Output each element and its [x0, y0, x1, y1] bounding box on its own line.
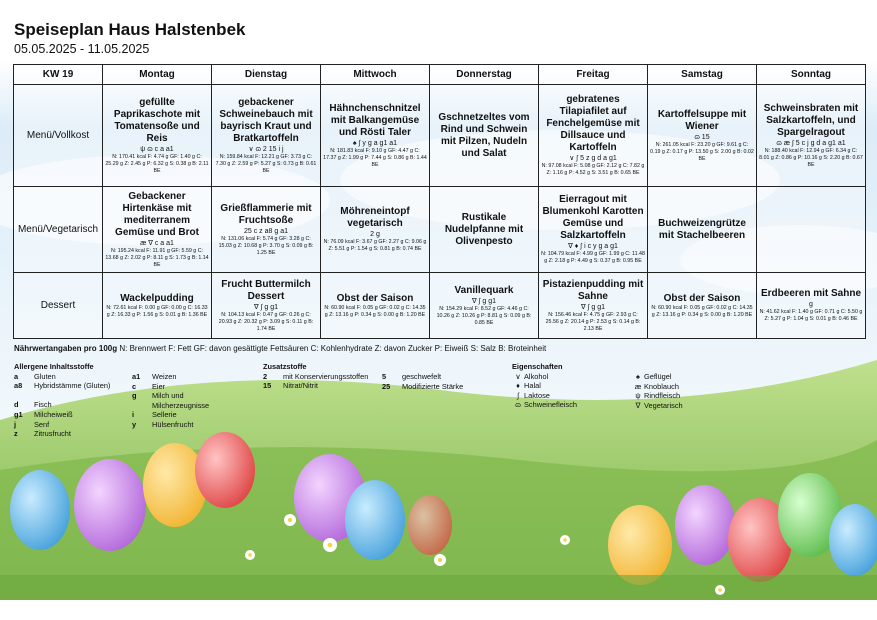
legend-code: d	[14, 400, 19, 410]
dish-name: Frucht Buttermilch Dessert	[221, 278, 311, 302]
day-header: Freitag	[539, 65, 648, 85]
legend-text: Hybridstämme (Gluten)	[34, 381, 111, 391]
dish-codes: ∇ ∫ g g1	[253, 303, 279, 311]
legend-text: Senf	[34, 419, 50, 429]
page-title: Speiseplan Haus Halstenbek	[14, 20, 246, 39]
dish-nutrition: N: 156.46 kcal F: 4.75 g GF: 2.93 g C: 25.56 g Z: 20.14 g P: 2.53 g S: 0.14 g B: 2.13 BE	[545, 311, 641, 332]
menu-cell	[757, 273, 866, 339]
legend-text: Knoblauch	[644, 381, 679, 391]
property-symbol: ɷ	[515, 400, 521, 410]
nutrition-legend-text: N: Brennwert F: Fett GF: davon gesättigte Fettsäuren C: Kohlenhydrate Z: davon Zucker P: Eiweiß S: Salz B: Broteinheit	[119, 344, 547, 353]
legend-text: geschwefelt	[402, 372, 442, 381]
legend-code: a	[14, 371, 19, 381]
legend-code: 25	[382, 381, 391, 391]
legend-text: Milcheiweiß	[34, 409, 73, 419]
legend-text: Nitrat/Nitrit	[283, 381, 318, 391]
table-header-row	[14, 65, 866, 85]
dish-name: Buchweizengrütze mit Stachelbeeren	[658, 217, 746, 241]
dish-name: Wackelpudding	[120, 292, 194, 304]
legend-item	[632, 391, 683, 401]
legend-text: Halal	[524, 381, 541, 391]
legend-text: Weizen	[152, 372, 177, 381]
legend-text: Schweinefleisch	[524, 400, 577, 410]
menu-cell	[539, 187, 648, 273]
allergens-heading: Allergene Inhaltsstoffe	[14, 362, 94, 371]
table-row	[14, 85, 866, 187]
property-symbol: æ	[634, 381, 642, 391]
menu-cell	[539, 85, 648, 187]
menu-cell	[103, 187, 212, 273]
dish-nutrition: N: 131.06 kcal F: 5.74 g GF: 3.28 g C: 15.03 g Z: 10.68 g P: 3.70 g S: 0.09 g B: 1.25 BE	[218, 235, 314, 256]
legend-text: Hülsenfrucht	[152, 419, 194, 429]
row-label: Menü/Vollkost	[14, 85, 103, 187]
legend-code: 15	[263, 381, 272, 391]
dish-nutrition: N: 104.13 kcal F: 0.47 g GF: 0.26 g C: 20.93 g Z: 20.32 g P: 3.09 g S: 0.11 g B: 1.74 BE	[218, 311, 314, 332]
legend-code: j	[14, 419, 17, 429]
dish-name: Rustikale Nudelpfanne mit Olivenpesto	[444, 211, 524, 247]
additives-col-1	[263, 362, 368, 391]
menu-cell	[212, 85, 321, 187]
legend-text: Milcherzeugnisse	[152, 400, 210, 410]
legend-item	[512, 381, 577, 391]
menu-cell	[430, 273, 539, 339]
menu-cell	[103, 273, 212, 339]
legend-item	[14, 429, 110, 439]
menu-cell	[321, 85, 430, 187]
allergens-col-2	[132, 372, 209, 430]
menu-cell	[539, 273, 648, 339]
dish-nutrition: N: 60.90 kcal F: 0.05 g GF: 0.02 g C: 14.35 g Z: 13.16 g P: 0.34 g S: 0.00 g B: 1.20 BE	[651, 304, 753, 318]
dish-name: Obst der Saison	[336, 292, 414, 304]
dish-nutrition: N: 261.05 kcal F: 23.20 g GF: 9.61 g C: 0.19 g Z: 0.17 g P: 13.50 g S: 2.00 g B: 0.02 BE	[650, 141, 754, 162]
legend-item	[14, 391, 110, 401]
legend-item	[382, 372, 463, 382]
legend-item	[632, 382, 683, 392]
dish-nutrition: N: 60.90 kcal F: 0.05 g GF: 0.02 g C: 14.35 g Z: 13.16 g P: 0.34 g S: 0.00 g B: 1.20 BE	[324, 304, 426, 318]
legend-item	[132, 391, 209, 401]
additives-col-2	[382, 372, 463, 391]
dish-nutrition: N: 76.09 kcal F: 3.67 g GF: 2.27 g C: 9.06 g Z: 5.51 g P: 1.54 g S: 0.81 g B: 0.74 BE	[323, 239, 427, 252]
properties-heading: Eigenschaften	[512, 362, 563, 371]
legend-code: y	[132, 419, 137, 429]
property-symbol: ψ	[635, 391, 641, 401]
legend-item	[132, 410, 209, 420]
dish-name: Gebackener Hirtenkäse mit mediterranem Gemüse und Brot	[115, 190, 199, 238]
legend-code: z	[14, 429, 18, 439]
property-symbol: ∫	[516, 390, 520, 400]
dish-codes: ♠ ∫ y g a g1 a1	[352, 139, 398, 147]
menu-cell	[430, 85, 539, 187]
legend-item	[14, 420, 110, 430]
additives-heading: Zusatzstoffe	[263, 362, 307, 371]
legend-item	[132, 372, 209, 382]
dish-name: Erdbeeren mit Sahne	[760, 288, 862, 299]
legend-text: Zitrusfrucht	[34, 429, 71, 439]
menu-cell	[430, 187, 539, 273]
legend-item	[512, 391, 577, 401]
legend-text: Laktose	[524, 390, 550, 400]
dish-name: gebackener Schweinebauch mit bayrisch Kraut und Bratkartoffeln	[219, 96, 313, 144]
dish-name: Grießflammerie mit Fruchtsoße	[220, 202, 312, 226]
dish-nutrition: N: 97.08 kcal F: 5.08 g GF: 2.12 g C: 7.82 g Z: 1.16 g P: 4.52 g S: 3.51 g B: 0.65 BE	[541, 163, 645, 176]
legend-item	[14, 410, 110, 420]
menu-cell	[648, 273, 757, 339]
menu-cell	[757, 187, 866, 273]
dish-name: Gschnetzeltes vom Rind und Schwein mit Pilzen, Nudeln und Salat	[438, 111, 530, 159]
legend-text: Alkohol	[524, 371, 549, 381]
dish-nutrition: N: 195.24 kcal F: 11.91 g GF: 5.59 g C: 13.68 g Z: 2.02 g P: 8.11 g S: 1.73 g B: 1.14 BE	[105, 247, 209, 268]
legend-text: Fisch	[34, 400, 52, 410]
legend-text: Gluten	[34, 371, 56, 381]
legend-code: g1	[14, 409, 23, 419]
table-row	[14, 187, 866, 273]
property-symbol: ♦	[516, 381, 520, 391]
day-header: Samstag	[648, 65, 757, 85]
menu-cell	[648, 85, 757, 187]
day-header: Montag	[103, 65, 212, 85]
dish-name: Obst der Saison	[663, 292, 741, 304]
menu-cell	[212, 273, 321, 339]
legend-text: Vegetarisch	[644, 400, 683, 410]
legend-item	[632, 372, 683, 382]
dish-nutrition: N: 41.62 kcal F: 1.40 g GF: 0.71 g C: 5.50 g Z: 5.27 g P: 1.04 g S: 0.01 g B: 0.46 BE	[759, 309, 863, 322]
legend-code: i	[132, 410, 135, 420]
dish-codes: ɷ 15	[694, 133, 710, 141]
dish-name: Möhreneintopf vegetarisch	[340, 206, 410, 229]
day-header: Sonntag	[757, 65, 866, 85]
dish-nutrition: N: 154.29 kcal F: 8.52 g GF: 4.46 g C: 10.26 g Z: 10.26 g P: 8.81 g S: 0.09 g B: 0.85 BE	[436, 305, 532, 326]
dish-codes: ∇ ♦ ∫ i c y g a g1	[568, 243, 618, 250]
menu-cell	[321, 187, 430, 273]
dish-nutrition: N: 181.83 kcal F: 9.10 g GF: 4.47 g C: 17.37 g Z: 1.99 g P: 7.44 g S: 0.86 g B: 1.44 BE	[323, 147, 427, 168]
legend-text: mit Konservierungsstoffen	[283, 371, 369, 381]
dish-nutrition: N: 104.79 kcal F: 4.99 g GF: 1.99 g C: 11.48 g Z: 2.18 g P: 4.49 g S: 0.37 g B: 0.95 BE	[541, 251, 645, 264]
legend-item	[382, 382, 463, 392]
dish-name: Schweinsbraten mit Salzkartoffeln, und Spargelragout	[763, 102, 859, 138]
dish-nutrition: N: 72.61 kcal F: 0.00 g GF: 0.00 g C: 16.33 g Z: 16.33 g P: 1.56 g S: 0.01 g B: 1.36 BE	[106, 304, 208, 318]
dish-nutrition: N: 170.41 kcal F: 4.74 g GF: 1.40 g C: 25.29 g Z: 2.45 g P: 6.32 g S: 0.38 g B: 2.11 BE	[105, 153, 209, 174]
dish-codes: ∨ ɷ 2 15 i j	[248, 145, 284, 153]
menu-cell	[321, 273, 430, 339]
day-header: Dienstag	[212, 65, 321, 85]
legend-text: Geflügel	[644, 372, 672, 381]
legend-item	[512, 400, 577, 410]
dish-codes: ψ ɷ c a a1	[140, 145, 174, 153]
legend-text: Rindfleisch	[644, 391, 681, 401]
legend-code: 5	[382, 372, 387, 381]
dish-codes: g	[809, 301, 813, 308]
date-range: 05.05.2025 - 11.05.2025	[14, 42, 150, 56]
legend-item	[14, 372, 110, 382]
dish-name: gefüllte Paprikaschote mit Tomatensoße und Reis	[113, 96, 201, 144]
properties-col-2	[632, 372, 683, 410]
dish-name: Pistazienpudding mit Sahne	[542, 278, 644, 302]
legend-text: Sellerie	[152, 410, 177, 420]
legend-text: Modifizierte Stärke	[402, 381, 464, 391]
legend-item	[632, 401, 683, 411]
dish-name: Vanillequark	[454, 284, 514, 296]
dish-nutrition: N: 188.40 kcal F: 12.94 g GF: 6.34 g C: 8.01 g Z: 0.86 g P: 10.16 g S: 2.20 g B: 0.67 BE	[759, 147, 863, 168]
legend-item	[132, 401, 209, 411]
dish-codes: 25 c z a8 g a1	[244, 227, 288, 235]
dish-name: Kartoffelsuppe mit Wiener	[657, 108, 747, 132]
row-label: Menü/Vegetarisch	[14, 187, 103, 273]
nutrition-legend-label: Nährwertangaben pro 100g	[14, 344, 118, 353]
dish-name: gebratenes Tilapiafilet auf Fenchelgemüse mit Dillsauce und Kartoffeln	[546, 94, 640, 153]
dish-codes: ∇ ∫ g g1	[580, 303, 606, 311]
property-symbol: ♠	[636, 372, 640, 381]
table-row	[14, 273, 866, 339]
dish-name: Hähnchenschnitzel mit Balkangemüse und Rösti Taler	[329, 102, 421, 138]
week-label: KW 19	[14, 65, 103, 85]
property-symbol: ∨	[515, 371, 521, 381]
dish-codes: ∨ ∫ 5 z g d a g1	[569, 155, 617, 162]
menu-cell	[212, 187, 321, 273]
row-label: Dessert	[14, 273, 103, 339]
day-header: Mittwoch	[321, 65, 430, 85]
dish-codes: æ ∇ c a a1	[140, 239, 174, 247]
dish-nutrition: N: 159.84 kcal F: 12.21 g GF: 3.73 g C: 7.30 g Z: 2.59 g P: 5.27 g S: 0.73 g B: 0.61 BE	[215, 153, 317, 174]
legend-text: Eier	[152, 381, 166, 391]
menu-cell	[103, 85, 212, 187]
legend-item	[263, 372, 368, 382]
properties-col-1	[512, 362, 577, 410]
allergens-col-1	[14, 362, 110, 439]
legend-text: Milch und	[152, 391, 184, 401]
legend-item	[14, 400, 110, 410]
legend-code: g	[132, 391, 137, 401]
dish-codes: 2 g	[370, 231, 380, 238]
nutrition-legend	[14, 344, 546, 353]
menu-cell	[648, 187, 757, 273]
legend-item	[132, 382, 209, 392]
legend-item	[263, 381, 368, 391]
legend-code: a1	[132, 372, 141, 381]
legend-item	[512, 372, 577, 382]
legend-item	[132, 420, 209, 430]
legend-code: c	[132, 381, 137, 391]
legend-item	[14, 381, 110, 391]
dish-codes: ∇ ∫ g g1	[471, 297, 497, 305]
day-header: Donnerstag	[430, 65, 539, 85]
property-symbol: ∇	[635, 400, 641, 410]
dish-codes: ɷ æ ∫ 5 c j g d a g1 a1	[776, 139, 846, 147]
menu-table	[13, 64, 866, 339]
legend-code: 2	[263, 371, 268, 381]
menu-cell	[757, 85, 866, 187]
legend-code: a8	[14, 381, 23, 391]
dish-name: Eierragout mit Blumenkohl Karotten Gemüse und Salzkartoffeln	[542, 194, 644, 241]
